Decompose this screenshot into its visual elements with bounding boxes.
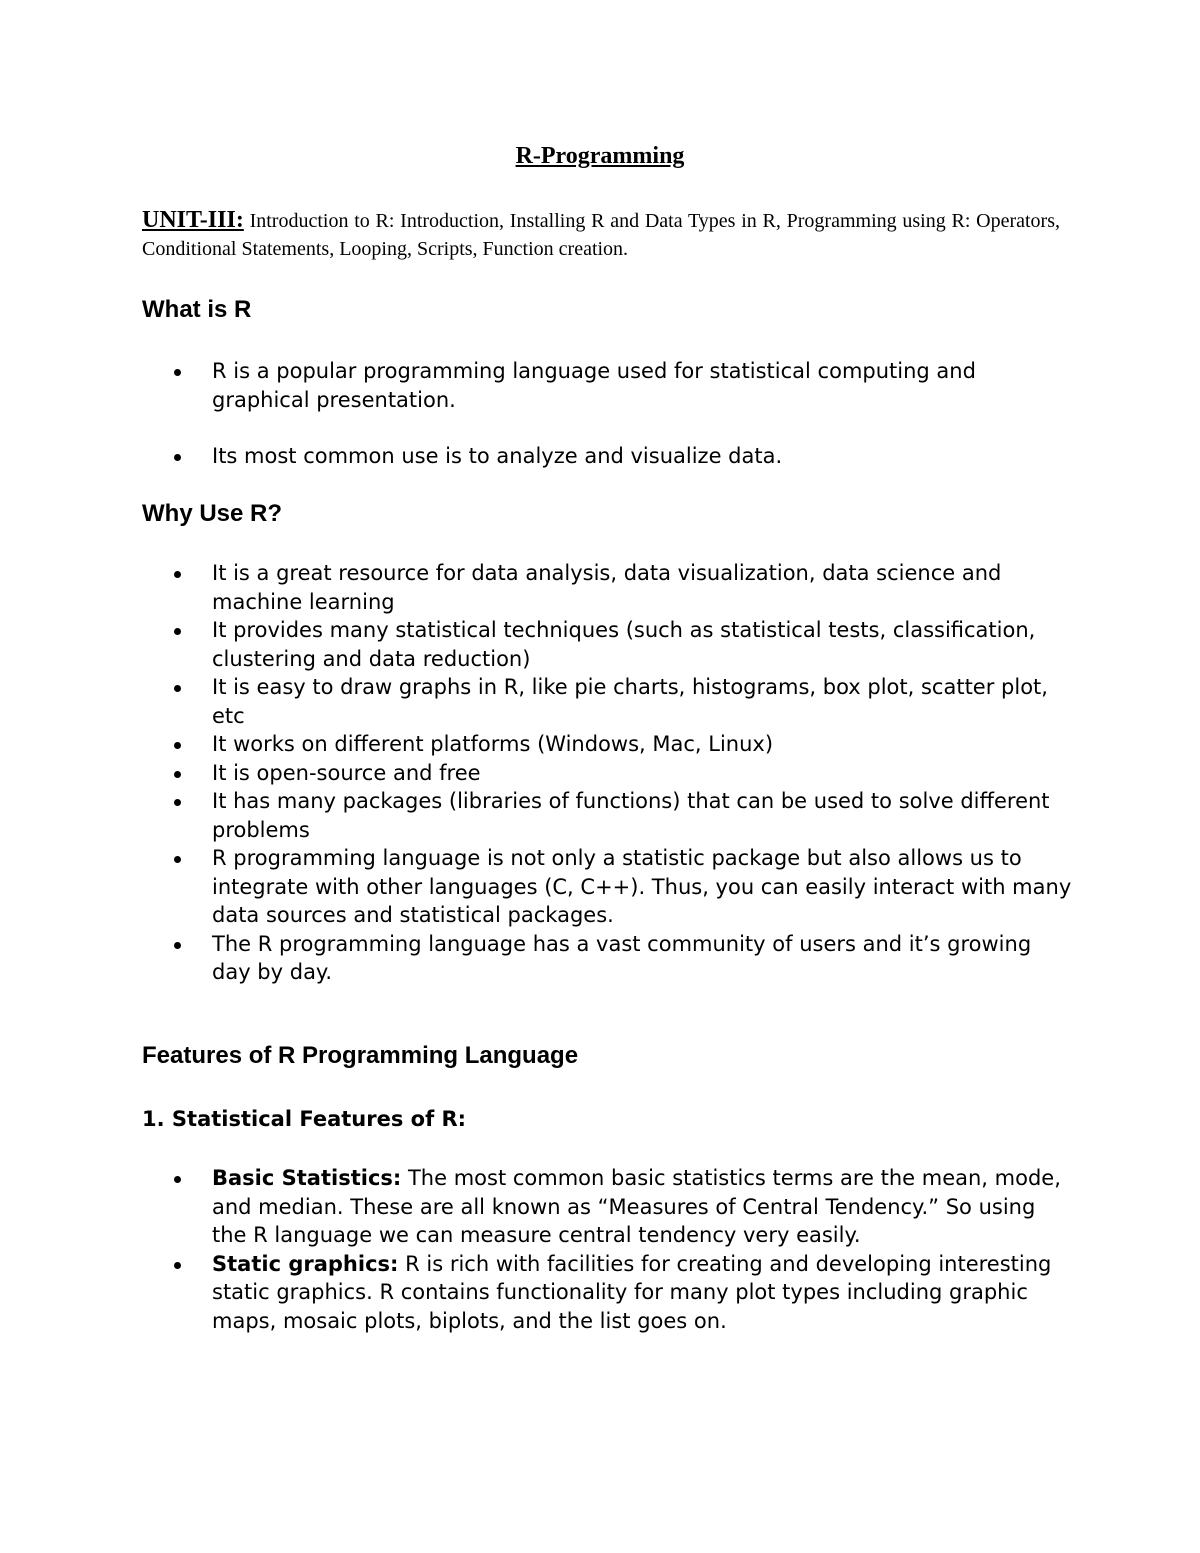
list-item-text: It is a great resource for data analysis, data visualization, data science and machine learning xyxy=(212,561,1002,614)
list-item xyxy=(172,844,1072,930)
list-item xyxy=(172,559,1072,616)
list-item-text: R is a popular programming language used for statistical computing and graphical presentation. xyxy=(212,359,976,412)
subheading-statistical-features: 1. Statistical Features of R: xyxy=(142,1107,467,1131)
features-list xyxy=(172,1164,1072,1335)
list-item xyxy=(172,442,1072,471)
unit-label: UNIT-III: xyxy=(142,207,244,233)
list-item xyxy=(172,673,1072,730)
list-item xyxy=(172,1250,1072,1336)
bullet-icon xyxy=(174,571,181,578)
what-is-r-list xyxy=(172,357,1072,471)
list-item xyxy=(172,759,1072,788)
list-item-text: It provides many statistical techniques (such as statistical tests, classification, clustering and data reduction) xyxy=(212,618,1036,671)
bullet-icon xyxy=(174,1176,181,1183)
document-title: R-Programming xyxy=(515,143,685,169)
bullet-icon xyxy=(174,369,181,376)
feature-text: The most common basic statistics terms are the mean, mode, and median. These are all known as “Measures of Central Tendency.” So using the R language we can measure central tendency very easily. xyxy=(212,1166,1061,1247)
list-item-text: It has many packages (libraries of functions) that can be used to solve different problems xyxy=(212,789,1050,842)
bullet-icon xyxy=(174,742,181,749)
feature-term: Static graphics: xyxy=(212,1251,399,1276)
list-item xyxy=(172,930,1072,987)
bullet-icon xyxy=(174,628,181,635)
heading-features: Features of R Programming Language xyxy=(142,1042,579,1069)
list-item xyxy=(172,616,1072,673)
list-item-text: It is open-source and free xyxy=(212,760,481,785)
list-item-text: It is easy to draw graphs in R, like pie charts, histograms, box plot, scatter plot, etc xyxy=(212,675,1048,728)
list-item-text: It works on different platforms (Windows, Mac, Linux) xyxy=(212,732,774,756)
list-item xyxy=(172,787,1072,844)
list-item-text: Its most common use is to analyze and visualize data. xyxy=(212,444,783,468)
bullet-icon xyxy=(174,771,181,778)
unit-text: Introduction to R: Introduction, Installing R and Data Types in R, Programming using R: Operators, Conditional Statements, Looping, Scripts, Function creation. xyxy=(142,210,1060,260)
bullet-icon xyxy=(174,856,181,863)
list-item-text: R programming language is not only a statistic package but also allows us to integrate with other languages (C, C++). Thus, you can easily interact with many data sources and statistical packages. xyxy=(212,846,1072,927)
list-item-text: The R programming language has a vast community of users and it’s growing day by day. xyxy=(212,931,1032,984)
bullet-icon xyxy=(174,1262,181,1269)
bullet-icon xyxy=(174,454,181,461)
heading-why-use-r: Why Use R? xyxy=(142,500,283,527)
why-use-r-list xyxy=(172,559,1072,987)
list-item xyxy=(172,1164,1072,1250)
list-item xyxy=(172,357,1072,414)
bullet-icon xyxy=(174,942,181,949)
unit-description xyxy=(142,206,1060,263)
feature-term: Basic Statistics: xyxy=(212,1166,402,1190)
heading-what-is-r: What is R xyxy=(142,296,252,323)
bullet-icon xyxy=(174,799,181,806)
bullet-icon xyxy=(174,685,181,692)
feature-text: R is rich with facilities for creating and developing interesting static graphics. R contains functionality for many plot types including graphic maps, mosaic plots, biplots, and the list goes on. xyxy=(212,1251,1052,1333)
list-item xyxy=(172,730,1072,759)
